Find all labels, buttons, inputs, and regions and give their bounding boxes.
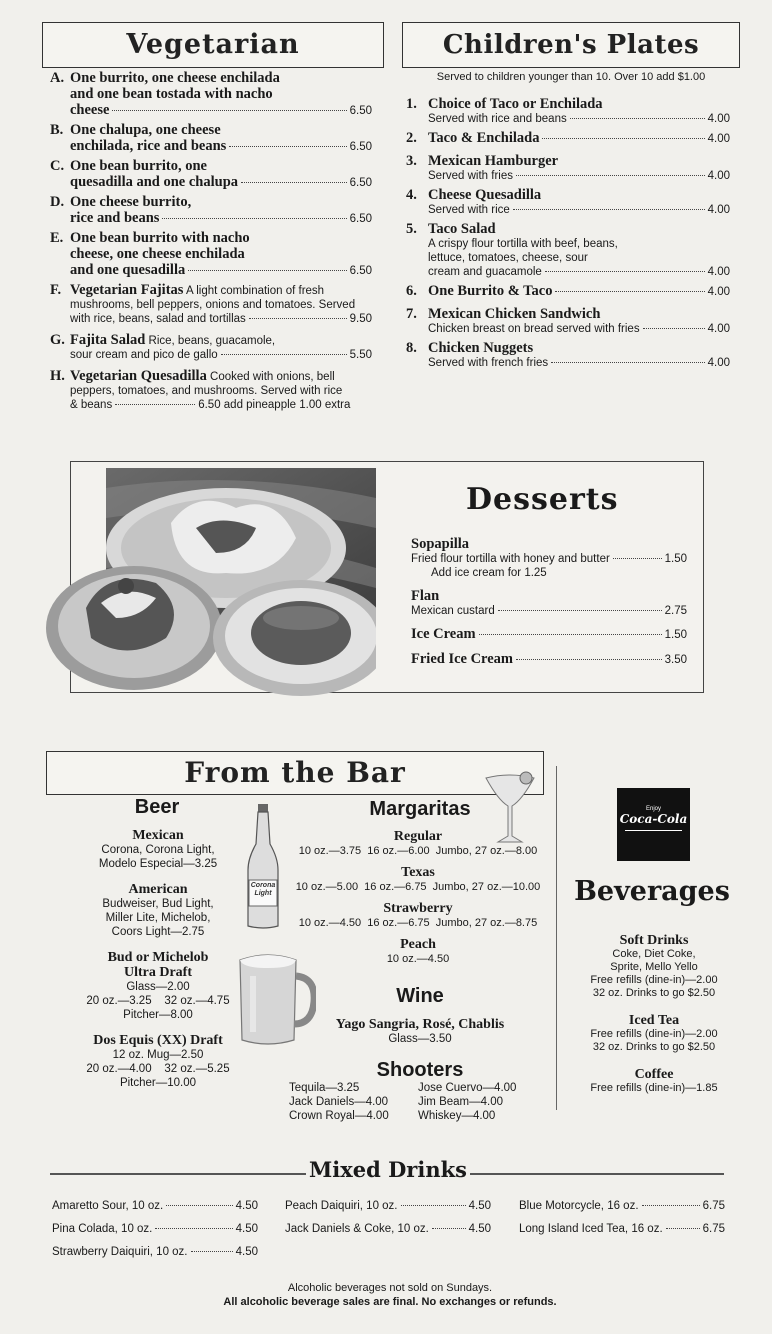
children-item-body [428,153,730,183]
children-item [406,306,730,336]
leader-dots [613,558,662,559]
leader-dots [166,1205,232,1206]
children-item-number: 8. [406,340,417,356]
mixed-drink-price: 4.50 [235,1246,258,1258]
mixed-drink-item [285,1199,491,1213]
dessert-desc: Mexican custard [411,605,495,617]
leader-dots [498,610,662,611]
children-header [402,22,740,68]
beer-line: Modelo Especial—3.25 [98,858,218,870]
beverage-name: Soft Drinks [619,933,689,948]
leader-dots [432,1228,466,1229]
coca-cola-logo [617,788,690,861]
menu-item [50,230,372,279]
children-item-line: One Burrito & Taco [428,283,553,299]
beer-name: Dos Equis (XX) Draft [93,1033,223,1048]
beer-item [70,1033,246,1090]
beer-line: Pitcher—8.00 [123,1009,193,1021]
beer-line: Budweiser, Bud Light, [102,898,214,910]
mixed-drink-item [52,1199,258,1213]
beverage-line: Free refills (dine-in)—1.85 [590,1082,718,1094]
children-item-desc: lettuce, tomatoes, cheese, sour [428,252,588,264]
menu-item-letter: C. [50,158,65,174]
shooters-title: Shooters [376,1059,464,1081]
dessert-desc: Fried flour tortilla with honey and butter [411,553,610,565]
vegetarian-title: Vegetarian [126,29,300,60]
leader-dots [229,146,346,147]
children-item [406,221,730,279]
menu-item [50,70,372,119]
desserts-list [411,536,687,676]
mixed-col-3 [519,1199,725,1245]
mixed-title: Mixed Drinks [309,1157,467,1182]
children-item-number: 2. [406,130,417,146]
dessert-price-row [411,552,687,566]
beverage-line: 32 oz. Drinks to go $2.50 [592,1041,716,1053]
beverage-line: Coke, Diet Coke, [612,948,696,960]
children-item-name: Chicken Nuggets [428,340,534,356]
shooters-right [418,1081,538,1123]
children-item-price: 4.00 [707,286,730,298]
children-title: Children's Plates [442,30,700,60]
beverage-item [572,1067,736,1095]
menu-item [50,194,372,227]
shooter-item: Jim Beam—4.00 [418,1096,504,1108]
beverages-list [572,933,736,1108]
mixed-drink-name: Peach Daiquiri, 10 oz. [285,1200,398,1212]
menu-item-body [70,70,372,119]
mixed-drink-price: 4.50 [468,1200,491,1212]
children-item-line: Served with rice [428,204,510,216]
children-item [406,187,730,217]
mixed-drink-item [52,1245,258,1259]
leader-dots [516,175,705,176]
menu-item-f: F. Vegetarian Fajitas A light combination of fresh mushrooms, bell peppers, onions and tomatoes. Served with rice, beans, salad and tortillas 9.50 [50,282,372,325]
children-item-price-row [428,203,730,217]
mixed-drink-name: Strawberry Daiquiri, 10 oz. [52,1246,188,1258]
margarita-line: 10 oz.—4.50 [386,953,450,965]
dessert-price: 2.75 [664,605,687,617]
desserts-photo [46,468,376,700]
leader-dots [191,1251,233,1252]
leader-dots [545,271,705,272]
beer-line: Coors Light—2.75 [111,926,205,938]
mixed-drink-price: 4.50 [235,1200,258,1212]
menu-item-line: One burrito, one cheese enchilada [70,70,280,86]
footer-line-2: All alcoholic beverage sales are final. No exchanges or refunds. [223,1296,557,1308]
children-item-body [428,306,730,336]
beer-item [70,828,246,871]
beverage-line: Sprite, Mello Yello [610,961,698,973]
beer-bottle-image [246,804,280,930]
margarita-item [284,901,552,930]
children-item-number: 7. [406,306,417,322]
beverage-item [572,1013,736,1054]
dessert-item [411,536,687,580]
children-item-price: 4.00 [707,113,730,125]
margarita-line: 10 oz.—5.00 16 oz.—6.75 Jumbo, 27 oz.—10.00 [295,881,541,893]
beverages-title: Beverages [574,876,730,907]
mixed-drink-name: Long Island Iced Tea, 16 oz. [519,1223,663,1235]
children-item-number: 6. [406,283,417,299]
children-item-line: cream and guacamole [428,266,542,278]
margarita-item [284,829,552,858]
menu-item-line: cheese [70,102,110,118]
menu-item-price: 6.50 [349,141,372,153]
menu-item-price-row [70,102,372,119]
mixed-drink-item [52,1222,258,1236]
children-item [406,340,730,370]
mixed-drink-price: 4.50 [235,1223,258,1235]
dessert-name: Sopapilla [411,536,470,552]
mixed-rule-left [50,1173,306,1175]
mixed-drink-item [519,1199,725,1213]
dessert-item [411,588,687,618]
coca-cola-logo-small: Enjoy [645,806,661,812]
children-item-line: Chicken breast on bread served with fries [428,323,640,335]
beer-item [70,882,246,939]
coca-cola-logo-text: Coca-Cola [619,812,688,826]
children-item-line: Served with fries [428,170,514,182]
beverage-line: Free refills (dine-in)—2.00 [590,1028,718,1040]
leader-dots [241,182,347,183]
mixed-col-1 [52,1199,258,1268]
children-item-name: Cheese Quesadilla [428,187,542,203]
beer-name: Bud or Michelob Ultra Draft [107,950,209,980]
beverage-name: Coffee [634,1067,674,1082]
beer-line: Miller Lite, Michelob, [105,912,211,924]
children-subtitle: Served to children younger than 10. Over 10 add $1.00 [436,71,706,83]
wine-item: Yago Sangria, Rosé, Chablis Glass—3.50 [335,1017,505,1045]
children-item-number: 5. [406,221,417,237]
vegetarian-header [42,22,384,68]
menu-item-body [70,122,372,155]
dessert-note: Add ice cream for 1.25 [431,567,547,579]
shooter-item: Crown Royal—4.00 [289,1110,389,1122]
leader-dots [479,634,662,635]
menu-item-h: H. Vegetarian Quesadilla Cooked with onions, bell peppers, tomatoes, and mushrooms. Served with rice & beans 6.50 add pineapple 1.00 extra [50,368,351,411]
menu-item-g: G. Fajita Salad Rice, beans, guacamole, sour cream and pico de gallo 5.50 [50,332,372,361]
menu-item-price: 6.50 [349,105,372,117]
children-item-body [428,340,730,370]
dessert-price-row [411,626,687,642]
menu-item-line: cheese, one cheese enchilada [70,246,245,262]
beer-name: American [128,882,188,897]
children-item-line: Served with french fries [428,357,549,369]
children-item-body [428,96,730,126]
leader-dots [570,118,705,119]
margarita-item [284,865,552,894]
menu-item-body [70,158,372,191]
dessert-name: Flan [411,588,440,604]
mixed-rule-right [470,1173,724,1175]
dessert-price: 1.50 [664,553,687,565]
mixed-drink-name: Blue Motorcycle, 16 oz. [519,1200,639,1212]
beer-list [70,828,246,1101]
children-item-name: Choice of Taco or Enchilada [428,96,603,112]
shooter-item: Tequila—3.25 [289,1082,360,1094]
children-item-price: 4.00 [707,357,730,369]
children-item-price-row [428,130,730,147]
mixed-drink-name: Jack Daniels & Coke, 10 oz. [285,1223,429,1235]
leader-dots [542,138,704,139]
menu-item [50,158,372,191]
dessert-price: 3.50 [664,654,687,666]
menu-item-letter: B. [50,122,64,138]
margarita-item [284,937,552,966]
children-item-line: Taco & Enchilada [428,130,540,146]
bar-title: From the Bar [184,756,406,789]
beverage-line: Free refills (dine-in)—2.00 [590,974,718,986]
children-item-body [428,283,730,300]
menu-item-price-row [70,174,372,191]
beer-line: 20 oz.—4.00 32 oz.—5.25 [86,1063,230,1075]
mixed-drink-price: 6.75 [702,1223,725,1235]
shooter-item: Jack Daniels—4.00 [289,1096,389,1108]
menu-item-line: One bean burrito, one [70,158,207,174]
children-list [406,96,730,374]
menu-item-line: quesadilla and one chalupa [70,174,239,190]
menu-item-line: enchilada, rice and beans [70,138,227,154]
shooter-item: Jose Cuervo—4.00 [418,1082,517,1094]
menu-item-letter: E. [50,230,64,246]
children-item-price-row [428,265,730,279]
children-item-price: 4.00 [707,204,730,216]
leader-dots [401,1205,466,1206]
children-item-name: Mexican Hamburger [428,153,559,169]
menu-item-letter: D. [50,194,65,210]
margarita-name: Peach [400,937,436,952]
menu-item-price-row [70,138,372,155]
dessert-item [411,626,687,642]
children-item [406,130,730,147]
leader-dots [162,218,346,219]
mixed-drink-name: Pina Colada, 10 oz. [52,1223,153,1235]
beer-line: Pitcher—10.00 [119,1077,197,1089]
margarita-line: 10 oz.—3.75 16 oz.—6.00 Jumbo, 27 oz.—8.00 [298,845,538,857]
menu-item [50,122,372,155]
vegetarian-list [50,70,372,412]
beer-line: 20 oz.—3.25 32 oz.—4.75 [86,995,230,1007]
children-item-price-row [428,112,730,126]
leader-dots [112,110,346,111]
menu-item-price-row [70,210,372,227]
menu-item-line: One bean burrito with nacho [70,230,250,246]
wine-title: Wine [396,985,444,1007]
children-item-name: Taco Salad [428,221,496,237]
children-item-desc: A crispy flour tortilla with beef, beans, [428,238,618,250]
children-item-number: 3. [406,153,417,169]
beer-line: 12 oz. Mug—2.50 [112,1049,204,1061]
beverage-line: 32 oz. Drinks to go $2.50 [592,987,716,999]
menu-item-price-row [70,262,372,279]
mixed-drink-name: Amaretto Sour, 10 oz. [52,1200,164,1212]
menu-item-line: One chalupa, one cheese [70,122,221,138]
dessert-price: 1.50 [664,629,687,641]
children-item [406,283,730,300]
margarita-line: 10 oz.—4.50 16 oz.—6.75 Jumbo, 27 oz.—8.75 [298,917,538,929]
children-item-line: Served with rice and beans [428,113,567,125]
footer-line-1: Alcoholic beverages not sold on Sundays. [287,1282,493,1294]
menu-item-line: and one quesadilla [70,262,186,278]
dessert-item [411,651,687,667]
beverage-name: Iced Tea [628,1013,680,1028]
dessert-price-row [411,604,687,618]
menu-item-line: rice and beans [70,210,160,226]
children-item-body [428,221,730,279]
leader-dots [188,270,346,271]
mixed-col-2 [285,1199,491,1245]
children-item-price-row [428,322,730,336]
children-item [406,153,730,183]
shooter-item: Whiskey—4.00 [418,1110,496,1122]
children-item-name: Mexican Chicken Sandwich [428,306,601,322]
footer-note [100,1281,680,1309]
children-item-price: 4.00 [707,170,730,182]
leader-dots [642,1205,700,1206]
beer-name: Mexican [132,828,184,843]
beer-line: Glass—2.00 [126,981,190,993]
menu-item-line: and one bean tostada with nacho [70,86,273,102]
mixed-drink-price: 4.50 [468,1223,491,1235]
mixed-drink-item [285,1222,491,1236]
mixed-drink-item [519,1222,725,1236]
menu-item-price: 6.50 [349,177,372,189]
children-item-price-row [428,169,730,183]
beer-bottle-label: Corona Light [250,882,276,897]
leader-dots [643,328,705,329]
children-item [406,96,730,126]
beer-item [70,950,246,1022]
leader-dots [666,1228,700,1229]
leader-dots [516,659,662,660]
shooters-left [289,1081,409,1123]
children-item-price: 4.00 [707,323,730,335]
menu-item-line: One cheese burrito, [70,194,192,210]
margaritas-title: Margaritas [369,798,471,820]
dessert-name: Ice Cream [411,626,476,642]
leader-dots [155,1228,232,1229]
margarita-name: Texas [401,865,435,880]
bar-header [46,751,544,795]
menu-item-letter: A. [50,70,65,86]
desserts-title: Desserts [466,482,619,517]
leader-dots [551,362,704,363]
children-item-price-row [428,283,730,300]
children-item-body [428,187,730,217]
margarita-name: Strawberry [383,901,453,916]
beer-title: Beer [134,796,180,818]
menu-item-price: 6.50 [349,265,372,277]
dessert-price-row [411,651,687,667]
leader-dots [555,291,704,292]
menu-item-body [70,194,372,227]
children-item-price-row [428,356,730,370]
mixed-drink-price: 6.75 [702,1200,725,1212]
children-item-body [428,130,730,147]
margarita-name: Regular [393,829,443,844]
dessert-name: Fried Ice Cream [411,651,513,667]
children-item-number: 1. [406,96,417,112]
menu-item-price: 6.50 [349,213,372,225]
beer-line: Corona, Corona Light, [101,844,215,856]
children-item-price: 4.00 [707,133,730,145]
menu-item-body [70,230,372,279]
leader-dots [513,209,705,210]
beverage-item [572,933,736,1000]
bar-divider [556,766,557,1110]
children-item-price: 4.00 [707,266,730,278]
margaritas-list [284,829,552,973]
children-item-number: 4. [406,187,417,203]
